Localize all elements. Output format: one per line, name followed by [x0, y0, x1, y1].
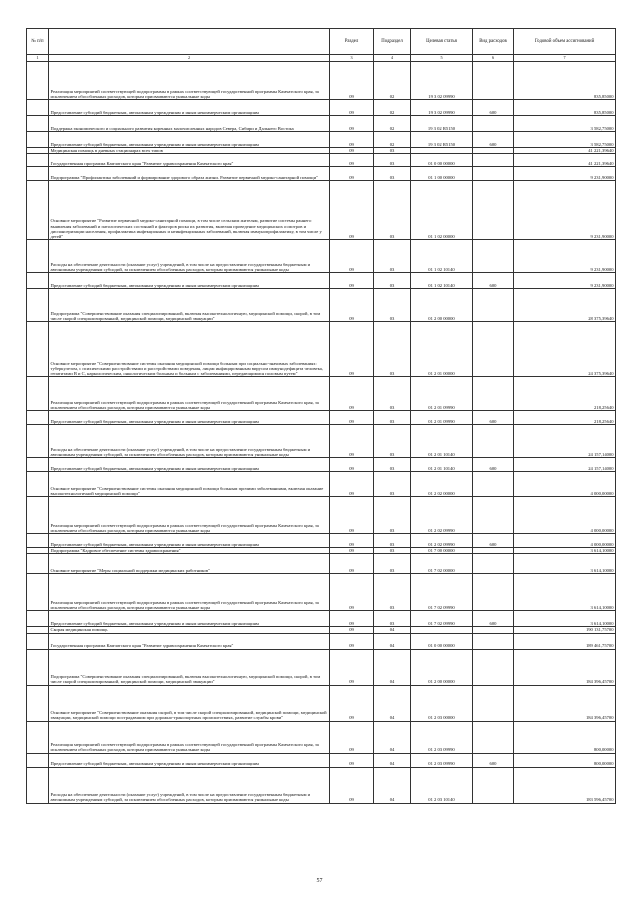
row-number: [27, 62, 49, 100]
table-row: [27, 100, 616, 116]
row-number: [27, 554, 49, 574]
column-index: 6: [473, 55, 514, 62]
row-description: Предоставление субсидий бюджетным, автономным учреждениям и иным некоммерческим организациям: [49, 100, 330, 116]
row-amount: 9 231,90000: [514, 240, 616, 273]
row-target-article: 01 2 00 00000: [411, 649, 473, 685]
row-description: Подпрограмма "Профилактика заболеваний и формирование здорового образа жизни. Развитие первичной медико-санитарной помощи": [49, 167, 330, 181]
row-number: [27, 534, 49, 548]
row-target-article: 01 2 02 00000: [411, 472, 473, 497]
table-row: [27, 611, 616, 627]
row-amount: 800,00000: [514, 753, 616, 767]
row-description: Реализация мероприятий соответствующей подпрограммы в рамках соответствующей государственной программы Камчатского края, за исключением обособленных расходов, которым присваиваются уникальные коды: [49, 574, 330, 611]
table-row: [27, 472, 616, 497]
column-index: 5: [411, 55, 473, 62]
row-section: 09: [330, 753, 374, 767]
row-target-article: 01 1 00 00000: [411, 167, 473, 181]
row-amount: 3 582,75000: [514, 132, 616, 148]
header-expense-type: Вид расходов: [473, 29, 514, 55]
row-target-article: 01 1 02 10140: [411, 240, 473, 273]
row-amount: 41 221,39640: [514, 154, 616, 167]
row-description: Подпрограмма "Совершенствование оказания специализированной, включая высокотехнологичную, медицинской помощи, скорой, в том числе скорой специализированной, медицинской помощи, медицинской эвакуации": [49, 289, 330, 322]
row-target-article: 19 3 02 R5150: [411, 132, 473, 148]
row-section: 09: [330, 273, 374, 289]
row-description: Основное мероприятие "Совершенствование системы оказания медицинской помощи больным прочими заболеваниями, включая оказание высокотехнологичной медицинской помощи": [49, 472, 330, 497]
row-amount: 835,85000: [514, 62, 616, 100]
row-target-article: 01 2 03 10140: [411, 767, 473, 803]
row-subsection: 04: [374, 767, 411, 803]
row-subsection: 03: [374, 377, 411, 411]
row-expense-type: [473, 322, 514, 377]
row-number: [27, 273, 49, 289]
row-number: [27, 472, 49, 497]
row-subsection: 03: [374, 497, 411, 534]
row-description: Подпрограмма "Совершенствование оказания специализированной, включая высокотехнологичную, медицинской помощи, скорой, в том числе скорой специализированной, медицинской помощи, медицинской эвакуации": [49, 649, 330, 685]
row-description: Скорая медицинская помощь: [49, 627, 330, 633]
row-target-article: 01 0 00 00000: [411, 633, 473, 649]
row-expense-type: 600: [473, 100, 514, 116]
row-subsection: 03: [374, 181, 411, 240]
row-section: 09: [330, 148, 374, 154]
row-section: 09: [330, 411, 374, 425]
row-section: 09: [330, 574, 374, 611]
row-subsection: 03: [374, 154, 411, 167]
row-description: Расходы на обеспечение деятельности (оказание услуг) учреждений, в том числе на предоставление государственным бюджетным и автономным учреждениям субсидий, за исключением обособленных расходов, которым присваиваются уникальные коды: [49, 240, 330, 273]
row-amount: 184 396,45700: [514, 649, 616, 685]
row-number: [27, 322, 49, 377]
table-row: [27, 767, 616, 803]
row-amount: 24 375,39640: [514, 322, 616, 377]
table-row: [27, 181, 616, 240]
row-target-article: 01 7 02 09990: [411, 574, 473, 611]
row-section: 09: [330, 548, 374, 554]
row-subsection: 04: [374, 685, 411, 721]
row-amount: 4 000,00000: [514, 472, 616, 497]
header-razdel: Раздел: [330, 29, 374, 55]
row-section: 09: [330, 685, 374, 721]
row-target-article: 19 3 02 R5150: [411, 116, 473, 132]
row-subsection: 03: [374, 240, 411, 273]
row-section: 09: [330, 132, 374, 148]
table-row: [27, 554, 616, 574]
row-section: 09: [330, 497, 374, 534]
row-expense-type: [473, 377, 514, 411]
row-expense-type: [473, 62, 514, 100]
budget-table: [26, 28, 616, 804]
table-row: [27, 534, 616, 548]
table-body: [27, 62, 616, 804]
row-subsection: 04: [374, 721, 411, 753]
row-section: 09: [330, 289, 374, 322]
row-description: Реализация мероприятий соответствующей подпрограммы в рамках соответствующей государственной программы Камчатского края, за исключением обособленных расходов, которым присваиваются уникальные коды: [49, 377, 330, 411]
row-expense-type: [473, 167, 514, 181]
row-target-article: 01 1 02 00000: [411, 181, 473, 240]
row-number: [27, 240, 49, 273]
table-row: [27, 322, 616, 377]
row-expense-type: [473, 685, 514, 721]
header-name: [49, 29, 330, 55]
row-expense-type: [473, 425, 514, 458]
row-description: Поддержка экономического и социального развития коренных малочисленных народов Севера, Сибири и Дальнего Востока: [49, 116, 330, 132]
row-target-article: 01 2 03 00000: [411, 685, 473, 721]
row-number: [27, 154, 49, 167]
row-section: 09: [330, 181, 374, 240]
row-number: [27, 167, 49, 181]
table-row: [27, 753, 616, 767]
row-amount: 41 221,39640: [514, 148, 616, 154]
row-number: [27, 100, 49, 116]
table-row: [27, 154, 616, 167]
row-subsection: 03: [374, 425, 411, 458]
row-subsection: 02: [374, 116, 411, 132]
row-subsection: 03: [374, 458, 411, 472]
row-description: Предоставление субсидий бюджетным, автономным учреждениям и иным некоммерческим организациям: [49, 753, 330, 767]
row-target-article: 01 2 01 09990: [411, 411, 473, 425]
row-number: [27, 721, 49, 753]
row-subsection: 03: [374, 167, 411, 181]
table-row: [27, 685, 616, 721]
row-amount: 183 596,45700: [514, 767, 616, 803]
table-row: [27, 377, 616, 411]
row-expense-type: [473, 472, 514, 497]
row-subsection: 03: [374, 148, 411, 154]
header-target-article: Целевая статья: [411, 29, 473, 55]
column-index: 7: [514, 55, 616, 62]
row-description: Предоставление субсидий бюджетным, автономным учреждениям и иным некоммерческим организациям: [49, 132, 330, 148]
row-expense-type: [473, 649, 514, 685]
row-target-article: 01 2 01 00000: [411, 322, 473, 377]
row-section: 09: [330, 240, 374, 273]
row-section: 09: [330, 425, 374, 458]
header-annual-amount: Годовой объем ассигнований: [514, 29, 616, 55]
row-section: 09: [330, 167, 374, 181]
row-subsection: 02: [374, 132, 411, 148]
row-subsection: 03: [374, 411, 411, 425]
table-row: [27, 411, 616, 425]
table-row: [27, 116, 616, 132]
row-section: 09: [330, 633, 374, 649]
row-number: [27, 377, 49, 411]
row-amount: 4 000,00000: [514, 497, 616, 534]
row-amount: 190 131,75700: [514, 627, 616, 633]
row-target-article: 01 2 03 09990: [411, 721, 473, 753]
row-subsection: 03: [374, 554, 411, 574]
table-row: [27, 574, 616, 611]
row-target-article: 01 7 02 00000: [411, 554, 473, 574]
row-description: Расходы на обеспечение деятельности (оказание услуг) учреждений, в том числе на предоставление государственным бюджетным и автономным учреждениям субсидий, за исключением обособленных расходов, которым присваиваются уникальные коды: [49, 425, 330, 458]
table-row: [27, 240, 616, 273]
row-section: 09: [330, 611, 374, 627]
column-index: 4: [374, 55, 411, 62]
row-description: Медицинская помощь в дневных стационарах всех типов: [49, 148, 330, 154]
row-number: [27, 458, 49, 472]
row-description: Предоставление субсидий бюджетным, автономным учреждениям и иным некоммерческим организациям: [49, 458, 330, 472]
row-section: 09: [330, 721, 374, 753]
row-number: [27, 649, 49, 685]
row-description: Предоставление субсидий бюджетным, автономным учреждениям и иным некоммерческим организациям: [49, 411, 330, 425]
row-target-article: 01 2 01 10140: [411, 425, 473, 458]
row-expense-type: 600: [473, 458, 514, 472]
row-target-article: 19 3 02 09990: [411, 62, 473, 100]
row-amount: 9 231,90000: [514, 273, 616, 289]
row-number: [27, 574, 49, 611]
row-expense-type: [473, 181, 514, 240]
column-index: 2: [49, 55, 330, 62]
row-subsection: 04: [374, 633, 411, 649]
row-number: [27, 425, 49, 458]
row-subsection: 02: [374, 100, 411, 116]
row-description: Государственная программа Камчатского края "Развитие здравоохранения Камчатского края": [49, 633, 330, 649]
row-expense-type: [473, 721, 514, 753]
row-subsection: 02: [374, 62, 411, 100]
row-description: Реализация мероприятий соответствующей подпрограммы в рамках соответствующей государственной программы Камчатского края, за исключением обособленных расходов, которым присваиваются уникальные коды: [49, 497, 330, 534]
table-row: [27, 62, 616, 100]
row-expense-type: [473, 633, 514, 649]
row-subsection: 03: [374, 472, 411, 497]
row-target-article: 01 2 02 09990: [411, 497, 473, 534]
row-target-article: 01 2 00 00000: [411, 289, 473, 322]
row-amount: 28 375,39640: [514, 289, 616, 322]
row-amount: 3 582,75000: [514, 116, 616, 132]
row-section: 09: [330, 322, 374, 377]
row-expense-type: 600: [473, 611, 514, 627]
row-section: 09: [330, 62, 374, 100]
row-amount: 9 231,90000: [514, 181, 616, 240]
row-expense-type: [473, 767, 514, 803]
column-index: 1: [27, 55, 49, 62]
row-description: Основное мероприятие "Меры социальной поддержки медицинских работников": [49, 554, 330, 574]
row-section: 09: [330, 627, 374, 633]
row-description: Предоставление субсидий бюджетным, автономным учреждениям и иным некоммерческим организациям: [49, 534, 330, 548]
row-subsection: 04: [374, 649, 411, 685]
page-number: 57: [316, 878, 323, 884]
row-amount: 9 231,90000: [514, 167, 616, 181]
row-amount: 189 461,75700: [514, 633, 616, 649]
row-description: Основное мероприятие "Развитие первичной медико-санитарной помощи, в том числе сельским жителям, развитие системы раннего выявления заболеваний и патологических состояний и факторов риска их развития, включая проведение медицинских осмотров и диспансеризации населения, профилактика инфекционных и неинфекционных заболеваний, включая иммунопрофилактику, в том числе у детей": [49, 181, 330, 240]
row-number: [27, 767, 49, 803]
row-amount: 835,85000: [514, 100, 616, 116]
row-expense-type: [473, 240, 514, 273]
column-index: 3: [330, 55, 374, 62]
row-subsection: 04: [374, 753, 411, 767]
table-row: [27, 167, 616, 181]
row-amount: 4 000,00000: [514, 534, 616, 548]
row-amount: 3 614,10000: [514, 611, 616, 627]
header-podrazdel: Подраздел: [374, 29, 411, 55]
table-row: [27, 289, 616, 322]
row-target-article: 01 7 02 09990: [411, 611, 473, 627]
row-amount: 24 157,14000: [514, 425, 616, 458]
row-target-article: 19 3 02 09990: [411, 100, 473, 116]
row-subsection: 03: [374, 611, 411, 627]
row-target-article: 01 7 00 00000: [411, 548, 473, 554]
row-description: Подпрограмма "Кадровое обеспечение системы здравоохранения": [49, 548, 330, 554]
row-target-article: 01 2 01 10140: [411, 458, 473, 472]
row-section: 09: [330, 377, 374, 411]
row-amount: 800,00000: [514, 721, 616, 753]
row-expense-type: [473, 116, 514, 132]
row-number: [27, 497, 49, 534]
row-amount: 184 396,45700: [514, 685, 616, 721]
budget-table-container: [26, 28, 615, 804]
row-description: Основное мероприятие "Совершенствование системы оказания медицинской помощи больным при социально-значимых заболеваниях: туберкулезом, с психическими расстройствами и расстройствами поведения, лицам инфицированным вирусом иммунодефицита человека, гепатитами В и С, наркологическим, онкологическим больным и больным с заболеваниями, передающимися половым путем": [49, 322, 330, 377]
table-row: [27, 425, 616, 458]
row-subsection: 04: [374, 627, 411, 633]
row-description: Расходы на обеспечение деятельности (оказание услуг) учреждений, в том числе на предоставление государственным бюджетным и автономным учреждениям субсидий, за исключением обособленных расходов, которым присваиваются уникальные коды: [49, 767, 330, 803]
row-number: [27, 753, 49, 767]
row-expense-type: 600: [473, 132, 514, 148]
row-section: 09: [330, 154, 374, 167]
row-target-article: 01 0 00 00000: [411, 154, 473, 167]
row-number: [27, 181, 49, 240]
table-row: [27, 721, 616, 753]
row-expense-type: [473, 289, 514, 322]
row-section: 09: [330, 534, 374, 548]
row-number: [27, 132, 49, 148]
row-section: 09: [330, 116, 374, 132]
row-section: 09: [330, 472, 374, 497]
table-row: [27, 458, 616, 472]
row-expense-type: 600: [473, 411, 514, 425]
table-row: [27, 132, 616, 148]
row-description: Реализация мероприятий соответствующей подпрограммы в рамках соответствующей государственной программы Камчатского края, за исключением обособленных расходов, которым присваиваются уникальные коды: [49, 62, 330, 100]
row-number: [27, 685, 49, 721]
row-number: [27, 289, 49, 322]
row-description: Основное мероприятие "Совершенствование оказания скорой, в том числе скорой специализированной, медицинской помощи, медицинской эвакуации, медицинской помощи пострадавшим при дорожно-транспортных происшествиях, развитие службы крови": [49, 685, 330, 721]
table-row: [27, 633, 616, 649]
row-description: Предоставление субсидий бюджетным, автономным учреждениям и иным некоммерческим организациям: [49, 611, 330, 627]
row-section: 09: [330, 554, 374, 574]
row-subsection: 03: [374, 289, 411, 322]
row-target-article: 01 2 01 09990: [411, 377, 473, 411]
row-number: [27, 611, 49, 627]
row-amount: 3 614,10000: [514, 554, 616, 574]
row-subsection: 03: [374, 574, 411, 611]
row-number: [27, 116, 49, 132]
row-expense-type: 600: [473, 753, 514, 767]
row-section: 09: [330, 458, 374, 472]
row-description: Реализация мероприятий соответствующей подпрограммы в рамках соответствующей государственной программы Камчатского края, за исключением обособленных расходов, которым присваиваются уникальные коды: [49, 721, 330, 753]
row-number: [27, 411, 49, 425]
row-expense-type: [473, 574, 514, 611]
column-index-row: [27, 55, 616, 62]
row-target-article: 01 2 03 09990: [411, 753, 473, 767]
row-expense-type: 600: [473, 534, 514, 548]
row-subsection: 03: [374, 548, 411, 554]
row-target-article: 01 2 02 09990: [411, 534, 473, 548]
row-subsection: 03: [374, 322, 411, 377]
header-row: [27, 29, 616, 55]
row-amount: 3 614,10000: [514, 548, 616, 554]
row-description: Государственная программа Камчатского края "Развитие здравоохранения Камчатского края": [49, 154, 330, 167]
row-section: 09: [330, 649, 374, 685]
row-description: Предоставление субсидий бюджетным, автономным учреждениям и иным некоммерческим организациям: [49, 273, 330, 289]
header-num: № п/п: [27, 29, 49, 55]
row-amount: 218,25640: [514, 411, 616, 425]
row-expense-type: [473, 554, 514, 574]
table-row: [27, 497, 616, 534]
row-number: [27, 633, 49, 649]
row-subsection: 03: [374, 534, 411, 548]
row-expense-type: [473, 154, 514, 167]
row-amount: 218,25640: [514, 377, 616, 411]
row-section: 09: [330, 767, 374, 803]
row-amount: 24 157,14000: [514, 458, 616, 472]
row-expense-type: [473, 497, 514, 534]
table-row: [27, 649, 616, 685]
row-target-article: 01 1 02 10140: [411, 273, 473, 289]
table-row: [27, 273, 616, 289]
row-section: 09: [330, 100, 374, 116]
row-expense-type: 600: [473, 273, 514, 289]
row-amount: 3 614,10000: [514, 574, 616, 611]
row-subsection: 03: [374, 273, 411, 289]
